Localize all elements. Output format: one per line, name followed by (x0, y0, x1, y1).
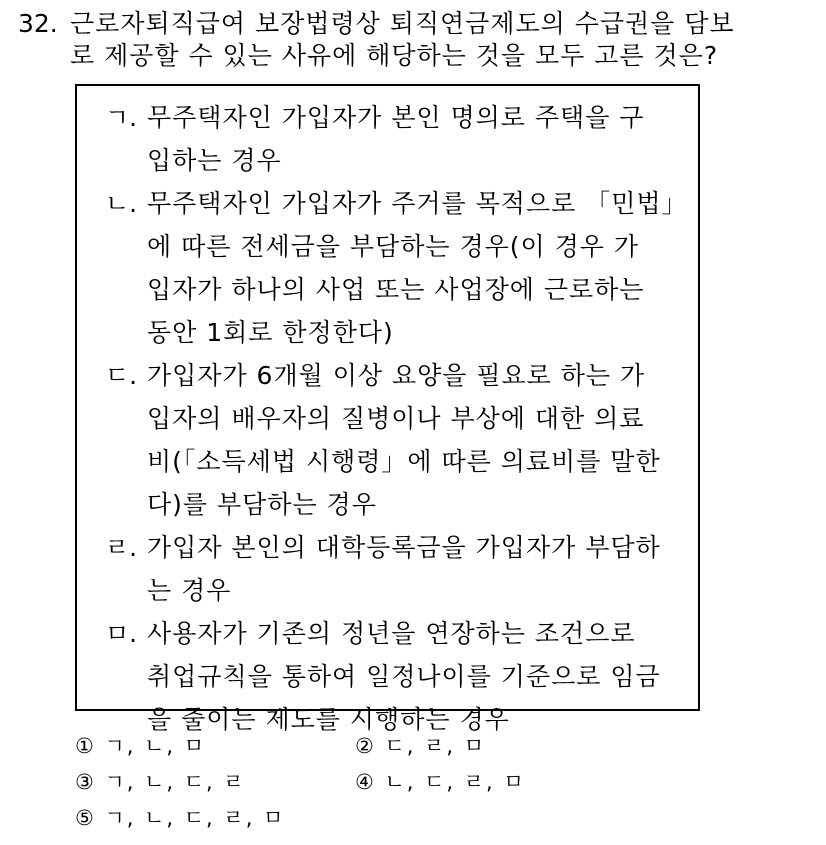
statement-item-e (105, 612, 695, 741)
statement-marker: ㅁ. (105, 619, 138, 648)
statement-line: 입자가 하나의 사업 또는 사업장에 근로하는 (147, 275, 645, 304)
statement-line: 을 줄이는 제도를 시행하는 경우 (147, 705, 510, 734)
statement-line: 무주택자인 가입자가 주거를 목적으로 「민법」 (147, 189, 688, 218)
choice-3[interactable]: ③ ㄱ, ㄴ, ㄷ, ㄹ (75, 770, 246, 794)
question-stem-line: 근로자퇴직급여 보장법령상 퇴직연금제도의 수급권을 담보 (70, 9, 735, 38)
choice-4[interactable]: ④ ㄴ, ㄷ, ㄹ, ㅁ (355, 770, 526, 794)
statement-marker: ㄷ. (105, 361, 138, 390)
statement-line: 에 따른 전세금을 부담하는 경우(이 경우 가 (147, 232, 639, 261)
statement-line: 동안 1회로 한정한다) (147, 318, 394, 347)
statement-line: 입하는 경우 (147, 146, 282, 175)
statement-line: 가입자 본인의 대학등록금을 가입자가 부담하 (147, 533, 661, 562)
statement-line: 입자의 배우자의 질병이나 부상에 대한 의료 (147, 404, 645, 433)
statement-line: 다)를 부담하는 경우 (147, 490, 377, 519)
statement-line: 사용자가 기존의 정년을 연장하는 조건으로 (147, 619, 636, 648)
statement-marker: ㄹ. (105, 533, 138, 562)
statement-item-d (105, 526, 695, 612)
choice-1[interactable]: ① ㄱ, ㄴ, ㅁ (75, 734, 207, 758)
question-number: 32. (18, 9, 58, 38)
statement-line: 취업규칙을 통하여 일정나이를 기준으로 임금 (147, 662, 661, 691)
question-stem-line: 로 제공할 수 있는 사유에 해당하는 것을 모두 고른 것은? (70, 41, 719, 70)
statement-item-b (105, 182, 695, 354)
statement-marker: ㄱ. (105, 103, 138, 132)
statement-line: 무주택자인 가입자가 본인 명의로 주택을 구 (147, 103, 645, 132)
choice-2[interactable]: ② ㄷ, ㄹ, ㅁ (355, 734, 487, 758)
statement-line: 는 경우 (147, 576, 232, 605)
statement-line: 비(「소득세법 시행령」에 따른 의료비를 말한 (147, 447, 661, 476)
choice-5[interactable]: ⑤ ㄱ, ㄴ, ㄷ, ㄹ, ㅁ (75, 806, 286, 830)
statement-line: 가입자가 6개월 이상 요양을 필요로 하는 가 (147, 361, 646, 390)
statement-item-c (105, 354, 695, 526)
statement-item-a (105, 96, 695, 182)
statement-marker: ㄴ. (105, 189, 138, 218)
question-stem (70, 8, 810, 72)
statement-box (75, 84, 700, 734)
